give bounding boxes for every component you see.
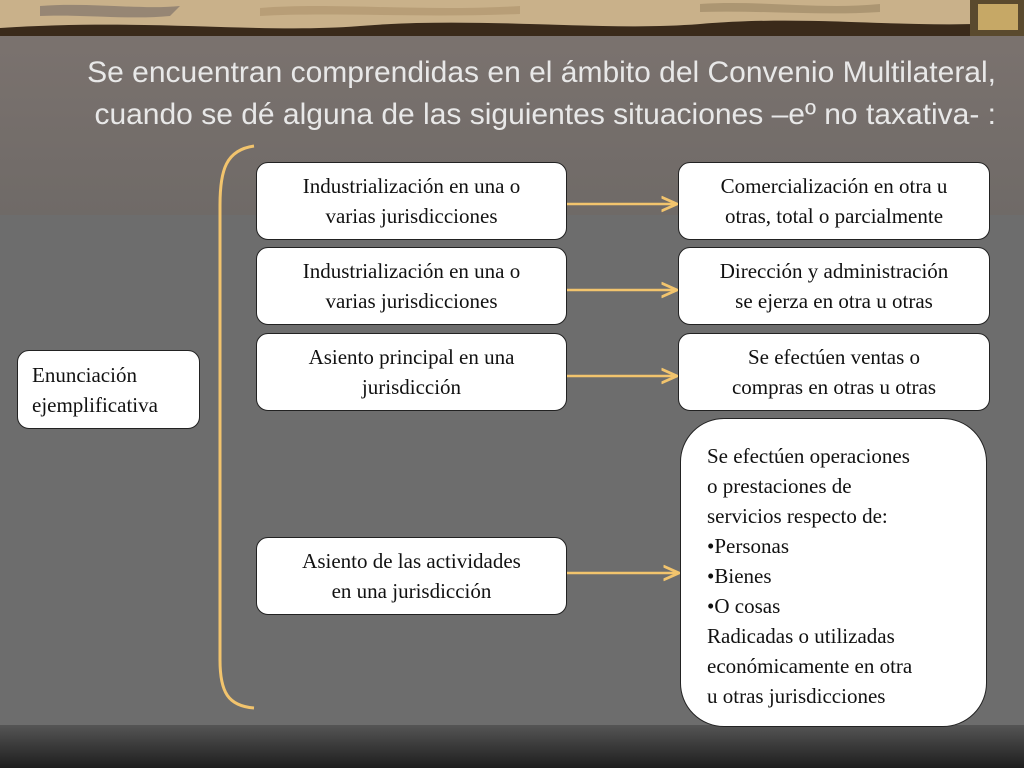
cause-1-line-1: Industrialización en una o [302,174,521,198]
effect-1-line-2: otras, total o parcialmente [724,204,944,228]
effect-box-3 [678,333,990,411]
cause-3-line-2: jurisdicción [361,375,462,399]
cause-box-1 [256,162,567,240]
slide-title [40,52,996,136]
cause-box-3 [256,333,567,411]
effect-box-2 [678,247,990,325]
cause-box-2 [256,247,567,325]
root-line-2: ejemplificativa [32,392,158,417]
root-line-1: Enunciación [32,362,137,387]
effect-4-bullet-personas: •Personas [707,534,790,558]
cause-4-line-2: en una jurisdicción [331,579,492,603]
effect-4-line-3: servicios respecto de: [707,504,888,528]
effect-3-line-2: compras en otras u otras [731,375,937,399]
decorative-banner-image [0,0,1024,36]
effect-4-line-2: o prestaciones de [707,474,852,498]
cause-2-line-1: Industrialización en una o [302,259,521,283]
root-box-enunciacion [17,350,200,429]
effect-2-line-1: Dirección y administración [719,259,949,283]
effect-box-4 [680,418,987,727]
effect-2-line-2: se ejerza en otra u otras [735,289,933,313]
effect-box-1 [678,162,990,240]
effect-4-line-9: u otras jurisdicciones [707,684,886,708]
title-line-1: Se encuentran comprendidas en el ámbito del Convenio Multilateral, [87,56,996,89]
effect-4-line-7: Radicadas o utilizadas [707,624,895,648]
cause-4-line-1: Asiento de las actividades [302,549,521,573]
effect-4-bullet-cosas: •O cosas [707,594,781,618]
effect-3-line-1: Se efectúen ventas o [747,345,920,369]
effect-4-line-8: económicamente en otra [707,654,913,678]
effect-1-line-1: Comercialización en otra u [720,174,948,198]
background-bottom-band [0,725,1024,768]
effect-4-bullet-bienes: •Bienes [707,564,772,588]
cause-2-line-2: varias jurisdicciones [325,289,498,313]
title-line-2: cuando se dé alguna de las siguientes situaciones –eº no taxativa- : [94,98,996,131]
cause-1-line-2: varias jurisdicciones [325,204,498,228]
cause-3-line-1: Asiento principal en una [308,345,515,369]
cause-box-4 [256,537,567,615]
effect-4-line-1: Se efectúen operaciones [707,444,910,468]
